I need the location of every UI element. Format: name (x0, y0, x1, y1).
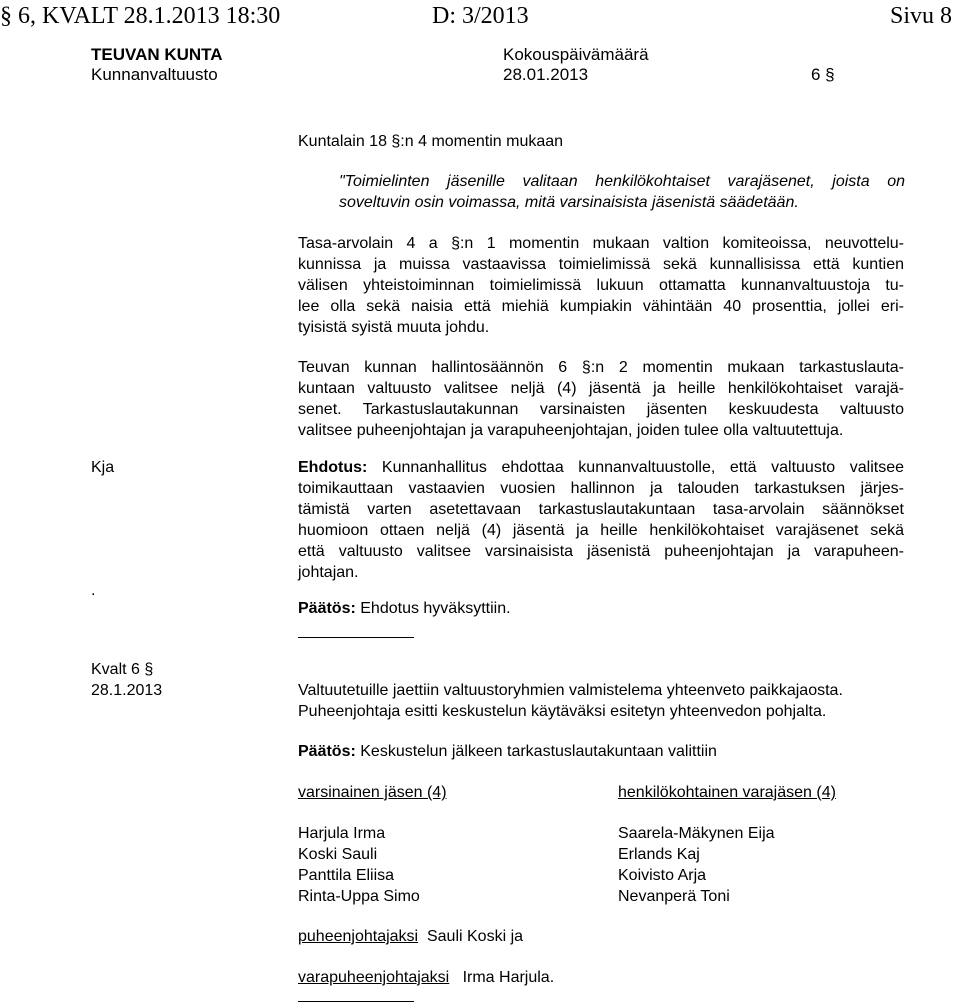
decision-2-label: Päätös: (298, 743, 356, 760)
page-header-center: D: 3/2013 (432, 3, 529, 29)
paragraph-line: kuntaan valtuusto valitsee neljä (4) jäsentä ja heille henkilökohtaiset varajä- (298, 380, 904, 397)
paragraph-line: että valtuusto valitsee varsinaisista jäsenistä puheenjohtajan ja varapuheen- (298, 543, 904, 560)
deputy-name: Koivisto Arja (618, 867, 707, 884)
section-number: 6 § (811, 65, 835, 84)
separator-line (298, 637, 414, 638)
deputy-name: Saarela-Mäkynen Eija (618, 825, 775, 842)
vice-chair-label: varapuheenjohtajaksi (298, 969, 450, 986)
deputy-name: Nevanperä Toni (618, 888, 730, 905)
paragraph-line: Puheenjohtaja esitti keskustelun käytäväksi esitetyn yhteenvedon pohjalta. (298, 703, 827, 720)
vice-chair-name: Irma Harjula. (462, 969, 555, 986)
paragraph-line (298, 457, 904, 478)
paragraph-line: valitsee puheenjohtajan ja varapuheenjohtajan, joiden tulee olla valtuutettuja. (298, 422, 844, 439)
admin-rules-paragraph (298, 357, 904, 441)
member-name: Koski Sauli (298, 846, 378, 863)
margin-dot: . (91, 582, 96, 599)
separator-line (298, 1001, 414, 1002)
kja-label: Kja (91, 459, 115, 476)
law-quote (339, 171, 905, 213)
members-list (298, 823, 420, 907)
meeting-date-label: Kokouspäivämäärä (503, 45, 649, 64)
quote-line: soveltuvin osin voimassa, mitä varsinaisista jäsenistä säädetään. (339, 194, 799, 211)
deputies-heading: henkilökohtainen varajäsen (4) (618, 784, 836, 801)
decision-1-text: Ehdotus hyväksyttiin. (360, 600, 511, 617)
page-header-right: Sivu 8 (889, 3, 952, 29)
members-heading: varsinainen jäsen (4) (298, 784, 447, 801)
proposal-text: Kunnanhallitus ehdottaa kunnanvaltuustolle, että valtuusto valitsee (381, 459, 904, 476)
paragraph-line: kunnissa ja muissa vastaavissa toimielimissä sekä kunnallisissa että kuntien (298, 256, 904, 273)
chair-label: puheenjohtajaksi (298, 928, 419, 945)
paragraph-line: senet. Tarkastuslautakunnan varsinaisten jäsenten keskuudesta valtuusto (298, 401, 904, 418)
member-name: Panttila Eliisa (298, 867, 395, 884)
member-name: Rinta-Uppa Simo (298, 888, 420, 905)
paragraph-line: huomioon ottaen neljä (4) jäsentä ja heille henkilökohtaiset varajäsenet sekä (298, 522, 904, 539)
body-name: Kunnanvaltuusto (91, 65, 218, 84)
summary-paragraph (298, 680, 843, 722)
deputy-name: Erlands Kaj (618, 846, 700, 863)
proposal-label: Ehdotus: (298, 459, 368, 476)
deputies-list (618, 823, 775, 907)
chair-line (298, 926, 523, 947)
kvalt-label: Kvalt 6 § (91, 661, 154, 678)
chair-name: Sauli Koski ja (426, 928, 524, 945)
proposal-paragraph (298, 457, 904, 583)
paragraph-line: Valtuutetuille jaettiin valtuustoryhmien valmistelema yhteenveto paikkajaosta. (298, 682, 843, 699)
paragraph-line: Teuvan kunnan hallintosäännön 6 §:n 2 momentin mukaan tarkastuslauta- (298, 359, 904, 376)
org-name: TEUVAN KUNTA (91, 45, 223, 64)
decision-1 (298, 598, 511, 619)
page-header-left: § 6, KVALT 28.1.2013 18:30 (0, 3, 281, 29)
decision-2-text: Keskustelun jälkeen tarkastuslautakuntaan valittiin (360, 743, 717, 760)
member-name: Harjula Irma (298, 825, 386, 842)
decision-1-label: Päätös: (298, 600, 356, 617)
paragraph-line: tyisistä syistä muuta johdu. (298, 319, 490, 336)
paragraph-line: välisen yhteistoiminnan toimielimissä lukuun ottamatta kunnanvaltuustoja tu- (298, 277, 904, 294)
meeting-date: 28.01.2013 (503, 65, 589, 84)
paragraph-line: Tasa-arvolain 4 a §:n 1 momentin mukaan valtion komiteoissa, neuvottelu- (298, 235, 904, 252)
paragraph-line: toimikauttaan vastaavien vuosien hallinnon ja talouden tarkastuksen järjes- (298, 480, 904, 497)
paragraph-line: tämistä varten asetettavaan tarkastuslautakuntaan tasa-arvolain säännökset (298, 501, 904, 518)
equality-law-paragraph (298, 233, 904, 338)
law-reference: Kuntalain 18 §:n 4 momentin mukaan (298, 133, 564, 150)
paragraph-line: johtajan. (298, 564, 359, 581)
kvalt-date: 28.1.2013 (91, 682, 163, 699)
decision-2 (298, 741, 717, 762)
paragraph-line: lee olla sekä naisia että miehiä kumpiakin vähintään 40 prosenttia, jollei eri- (298, 298, 904, 315)
vice-chair-line (298, 967, 554, 988)
quote-line: "Toimielinten jäsenille valitaan henkilökohtaiset varajäsenet, joista on (339, 173, 905, 190)
